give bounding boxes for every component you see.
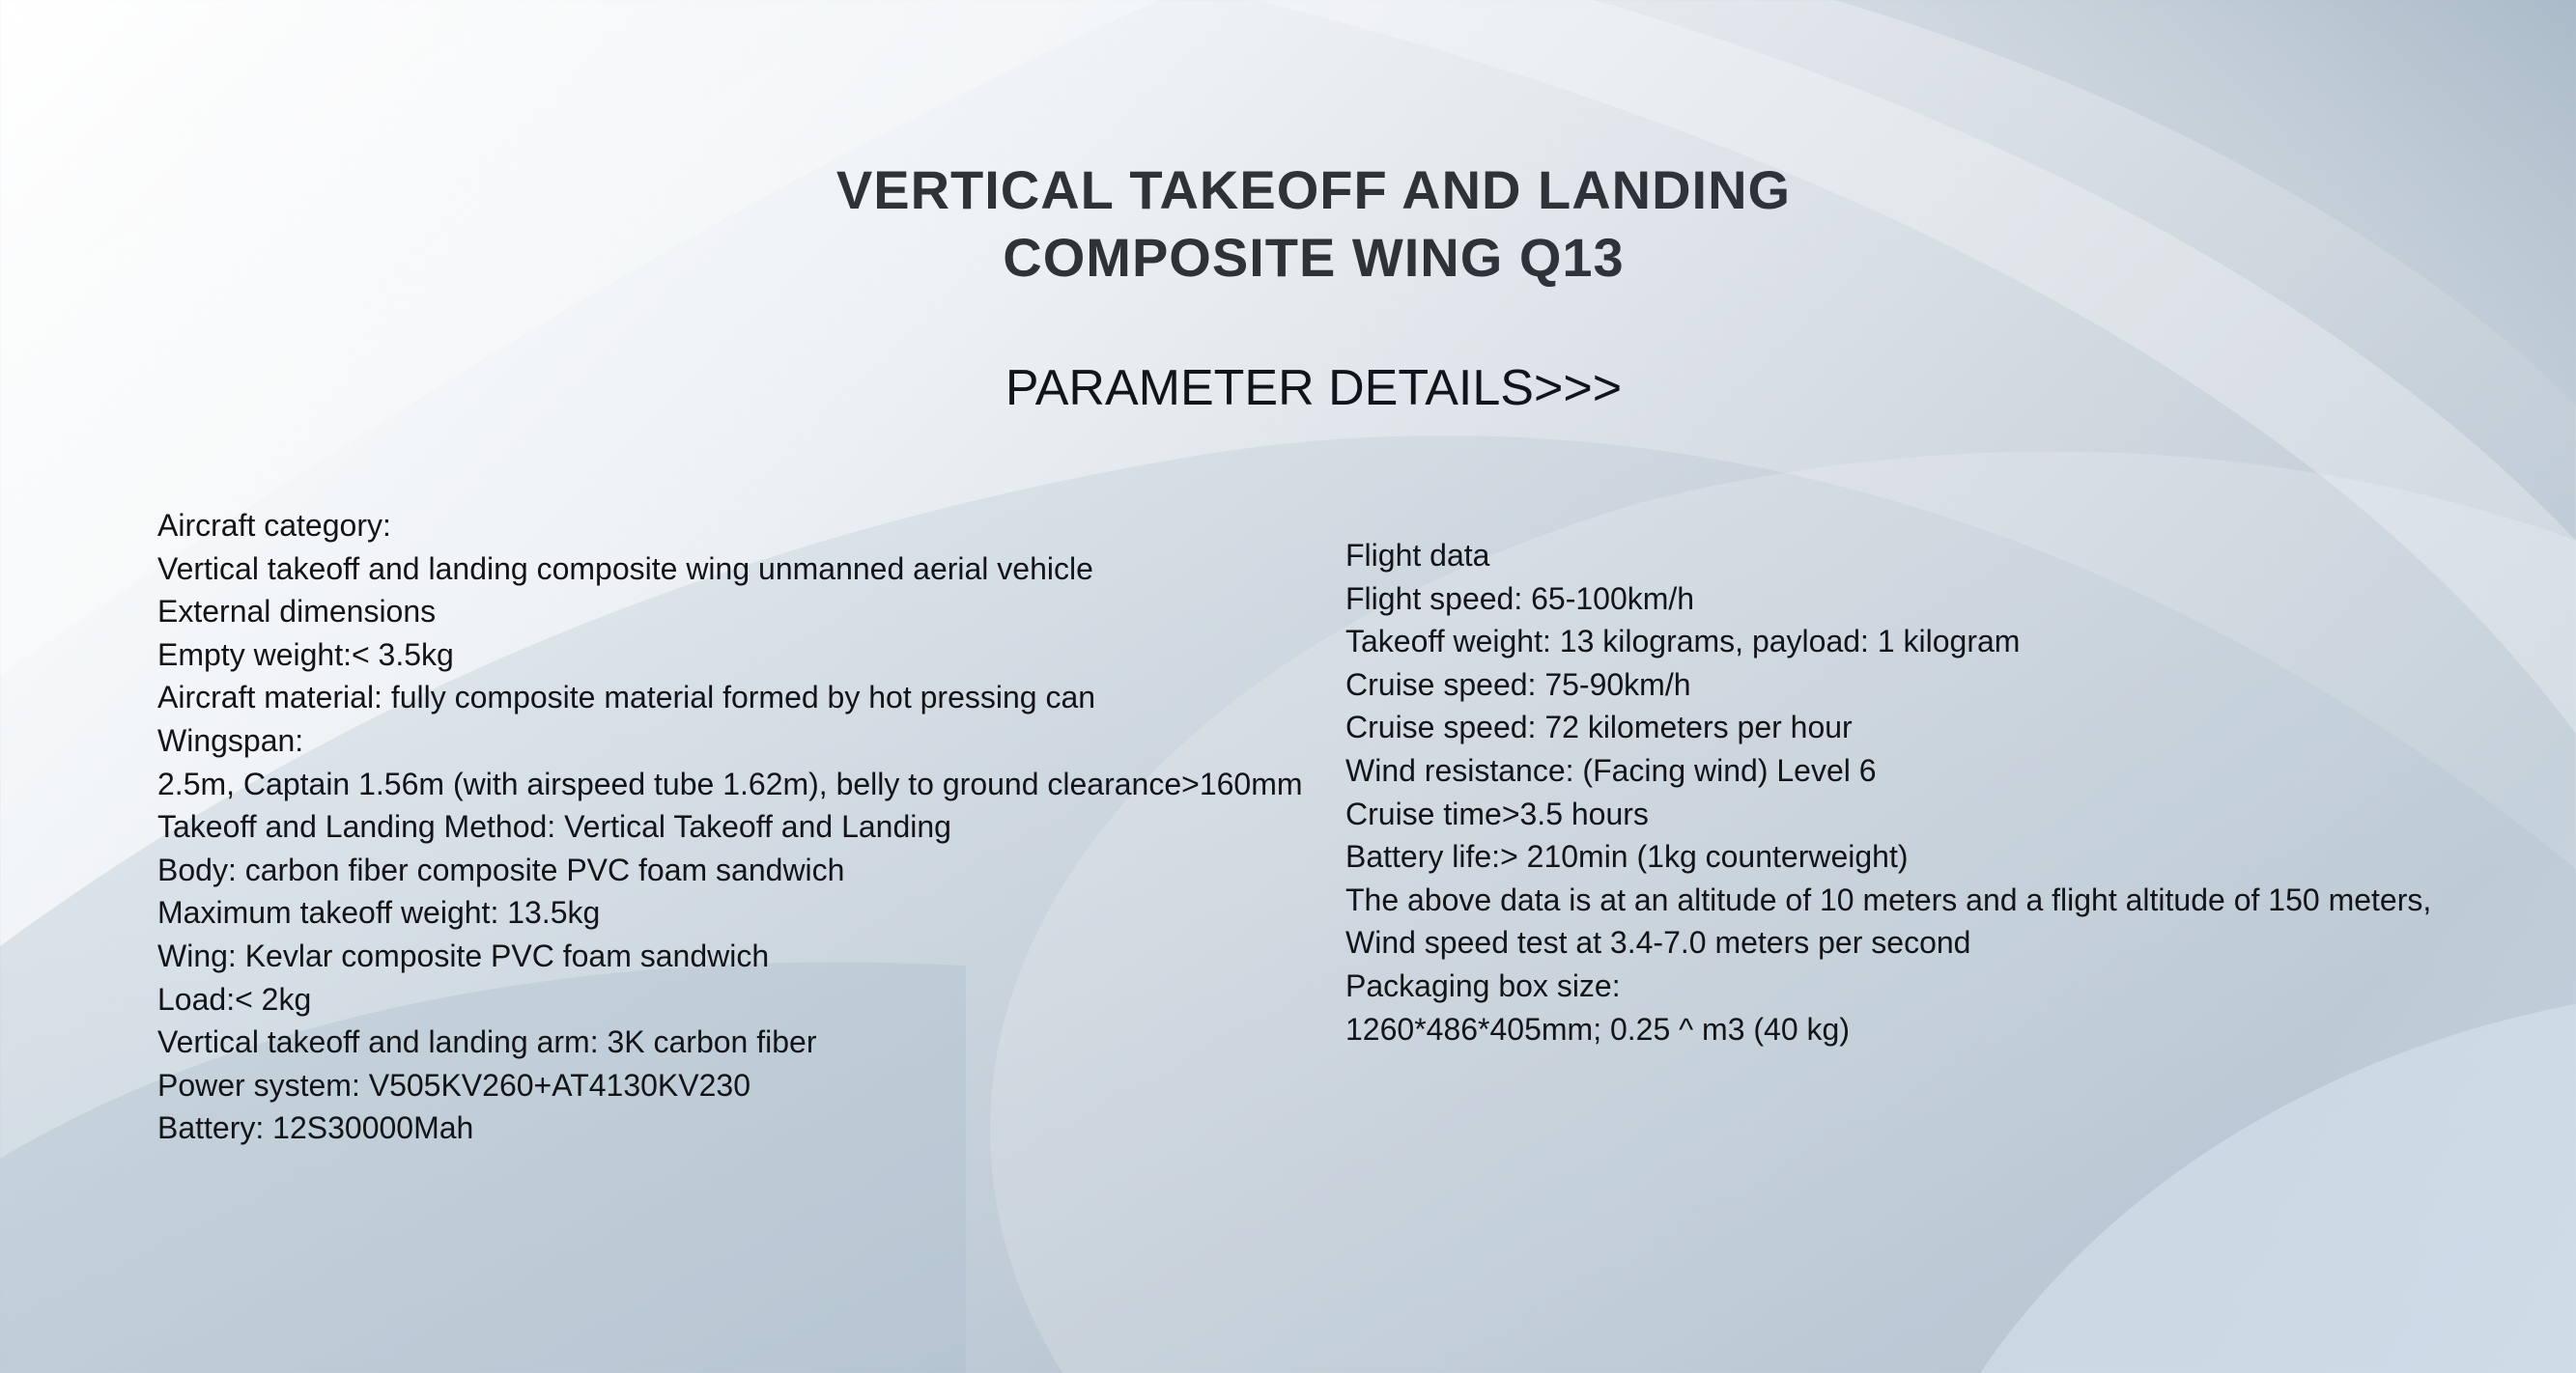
spec-line: Takeoff weight: 13 kilograms, payload: 1 kilogram bbox=[1345, 624, 2021, 659]
spec-line: Empty weight:< 3.5kg bbox=[157, 636, 454, 672]
spec-line: Wind speed test at 3.4-7.0 meters per second bbox=[1345, 925, 1971, 961]
spec-line: Wing: Kevlar composite PVC foam sandwich bbox=[157, 938, 770, 973]
spec-line: Cruise time>3.5 hours bbox=[1345, 796, 1649, 831]
spec-line: Vertical takeoff and landing arm: 3K carbon fiber bbox=[157, 1024, 817, 1060]
specs-right-column bbox=[1345, 534, 2431, 1051]
spec-line: Flight data bbox=[1345, 538, 1490, 573]
specs-left-column bbox=[157, 504, 1303, 1150]
spec-line: Aircraft material: fully composite material formed by hot pressing can bbox=[157, 680, 1096, 715]
spec-line: External dimensions bbox=[157, 594, 437, 630]
spec-line: Battery life:> 210min (1kg counterweight) bbox=[1345, 839, 1909, 875]
spec-line: Takeoff and Landing Method: Vertical Takeoff and Landing bbox=[157, 809, 951, 845]
spec-line: Cruise speed: 75-90km/h bbox=[1345, 666, 1691, 702]
spec-line: Load:< 2kg bbox=[157, 981, 312, 1017]
spec-line: Vertical takeoff and landing composite wing unmanned aerial vehicle bbox=[157, 550, 1093, 586]
spec-line: Maximum takeoff weight: 13.5kg bbox=[157, 895, 601, 931]
spec-line: Packaging box size: bbox=[1345, 967, 1621, 1003]
spec-line: Wingspan: bbox=[157, 722, 304, 758]
spec-line: Power system: V505KV260+AT4130KV230 bbox=[157, 1067, 750, 1103]
spec-line: 1260*486*405mm; 0.25 ^ m3 (40 kg) bbox=[1345, 1011, 1850, 1047]
spec-line: Aircraft category: bbox=[157, 508, 391, 543]
spec-line: Wind resistance: (Facing wind) Level 6 bbox=[1345, 752, 1877, 788]
spec-line: Battery: 12S30000Mah bbox=[157, 1110, 474, 1146]
page-title bbox=[0, 156, 2576, 292]
spec-line: Body: carbon fiber composite PVC foam sandwich bbox=[157, 852, 845, 887]
page-title-line-2: COMPOSITE WING Q13 bbox=[1003, 227, 1625, 288]
page-title-line-1: VERTICAL TAKEOFF AND LANDING bbox=[835, 159, 1792, 220]
spec-line: 2.5m, Captain 1.56m (with airspeed tube 1.62m), belly to ground clearance>160mm bbox=[157, 766, 1303, 801]
spec-line: Flight speed: 65-100km/h bbox=[1345, 580, 1695, 616]
spec-line: The above data is at an altitude of 10 meters and a flight altitude of 150 meters, bbox=[1345, 882, 2432, 917]
section-heading: PARAMETER DETAILS>>> bbox=[1005, 360, 1623, 416]
spec-line: Cruise speed: 72 kilometers per hour bbox=[1345, 710, 1853, 745]
